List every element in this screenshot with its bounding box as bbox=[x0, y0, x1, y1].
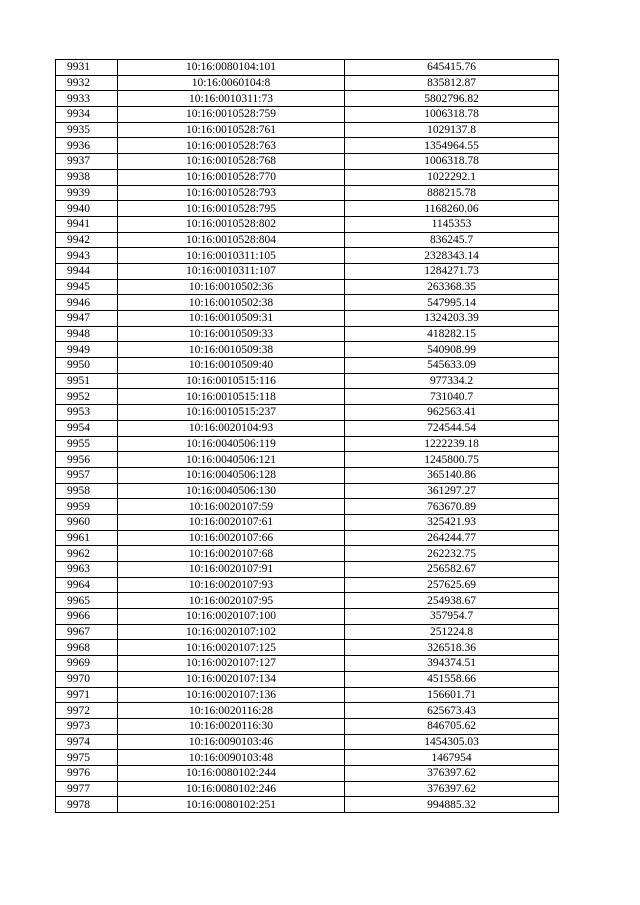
row-index-cell: 9949 bbox=[56, 342, 118, 358]
table-row bbox=[56, 656, 559, 672]
amount-cell: 1022292.1 bbox=[345, 169, 559, 185]
amount-cell: 763670.89 bbox=[345, 499, 559, 515]
cadastral-number-cell: 10:16:0010515:116 bbox=[118, 373, 345, 389]
row-index-cell: 9975 bbox=[56, 750, 118, 766]
cadastral-number-cell: 10:16:0020107:68 bbox=[118, 546, 345, 562]
table-row bbox=[56, 91, 559, 107]
table-row bbox=[56, 169, 559, 185]
row-index-cell: 9969 bbox=[56, 656, 118, 672]
table-row bbox=[56, 483, 559, 499]
table-row bbox=[56, 718, 559, 734]
cadastral-number-cell: 10:16:0010509:38 bbox=[118, 342, 345, 358]
amount-cell: 251224.8 bbox=[345, 624, 559, 640]
cadastral-number-cell: 10:16:0020107:127 bbox=[118, 656, 345, 672]
amount-cell: 365140.86 bbox=[345, 467, 559, 483]
amount-cell: 1454305.03 bbox=[345, 734, 559, 750]
amount-cell: 645415.76 bbox=[345, 60, 559, 76]
row-index-cell: 9977 bbox=[56, 781, 118, 797]
amount-cell: 326518.36 bbox=[345, 640, 559, 656]
table-row bbox=[56, 154, 559, 170]
row-index-cell: 9967 bbox=[56, 624, 118, 640]
cadastral-number-cell: 10:16:0010528:768 bbox=[118, 154, 345, 170]
amount-cell: 451558.66 bbox=[345, 671, 559, 687]
row-index-cell: 9934 bbox=[56, 107, 118, 123]
amount-cell: 846705.62 bbox=[345, 718, 559, 734]
amount-cell: 547995.14 bbox=[345, 295, 559, 311]
row-index-cell: 9960 bbox=[56, 514, 118, 530]
cadastral-number-cell: 10:16:0010311:105 bbox=[118, 248, 345, 264]
row-index-cell: 9936 bbox=[56, 138, 118, 154]
row-index-cell: 9958 bbox=[56, 483, 118, 499]
row-index-cell: 9959 bbox=[56, 499, 118, 515]
amount-cell: 724544.54 bbox=[345, 420, 559, 436]
table-row bbox=[56, 467, 559, 483]
row-index-cell: 9970 bbox=[56, 671, 118, 687]
cadastral-number-cell: 10:16:0010311:107 bbox=[118, 263, 345, 279]
table-row bbox=[56, 797, 559, 813]
table-row bbox=[56, 279, 559, 295]
cadastral-number-cell: 10:16:0010528:761 bbox=[118, 122, 345, 138]
table-row bbox=[56, 765, 559, 781]
cadastral-number-cell: 10:16:0040506:130 bbox=[118, 483, 345, 499]
cadastral-number-cell: 10:16:0080104:101 bbox=[118, 60, 345, 76]
cadastral-number-cell: 10:16:0080102:244 bbox=[118, 765, 345, 781]
amount-cell: 1168260.06 bbox=[345, 201, 559, 217]
amount-cell: 1245800.75 bbox=[345, 452, 559, 468]
row-index-cell: 9968 bbox=[56, 640, 118, 656]
amount-cell: 376397.62 bbox=[345, 765, 559, 781]
amount-cell: 254938.67 bbox=[345, 593, 559, 609]
amount-cell: 1145353 bbox=[345, 216, 559, 232]
amount-cell: 731040.7 bbox=[345, 389, 559, 405]
cadastral-number-cell: 10:16:0010528:770 bbox=[118, 169, 345, 185]
row-index-cell: 9955 bbox=[56, 436, 118, 452]
table-row bbox=[56, 326, 559, 342]
table-row bbox=[56, 703, 559, 719]
row-index-cell: 9942 bbox=[56, 232, 118, 248]
table-row bbox=[56, 750, 559, 766]
table-row bbox=[56, 420, 559, 436]
amount-cell: 836245.7 bbox=[345, 232, 559, 248]
amount-cell: 962563.41 bbox=[345, 405, 559, 421]
cadastral-number-cell: 10:16:0020104:93 bbox=[118, 420, 345, 436]
row-index-cell: 9966 bbox=[56, 609, 118, 625]
table-row bbox=[56, 122, 559, 138]
amount-cell: 264244.77 bbox=[345, 530, 559, 546]
table-row bbox=[56, 342, 559, 358]
amount-cell: 977334.2 bbox=[345, 373, 559, 389]
table-row bbox=[56, 295, 559, 311]
amount-cell: 1222239.18 bbox=[345, 436, 559, 452]
table-row bbox=[56, 311, 559, 327]
table-row bbox=[56, 405, 559, 421]
table-row bbox=[56, 201, 559, 217]
row-index-cell: 9974 bbox=[56, 734, 118, 750]
amount-cell: 625673.43 bbox=[345, 703, 559, 719]
row-index-cell: 9962 bbox=[56, 546, 118, 562]
table-row bbox=[56, 216, 559, 232]
row-index-cell: 9951 bbox=[56, 373, 118, 389]
amount-cell: 262232.75 bbox=[345, 546, 559, 562]
amount-cell: 376397.62 bbox=[345, 781, 559, 797]
table-row bbox=[56, 562, 559, 578]
cadastral-number-cell: 10:16:0010311:73 bbox=[118, 91, 345, 107]
cadastral-number-cell: 10:16:0020107:61 bbox=[118, 514, 345, 530]
table-row bbox=[56, 546, 559, 562]
cadastral-number-cell: 10:16:0020107:125 bbox=[118, 640, 345, 656]
cadastral-number-cell: 10:16:0010528:802 bbox=[118, 216, 345, 232]
row-index-cell: 9945 bbox=[56, 279, 118, 295]
row-index-cell: 9940 bbox=[56, 201, 118, 217]
cadastral-number-cell: 10:16:0080102:246 bbox=[118, 781, 345, 797]
cadastral-number-cell: 10:16:0010528:793 bbox=[118, 185, 345, 201]
cadastral-number-cell: 10:16:0020116:30 bbox=[118, 718, 345, 734]
cadastral-number-cell: 10:16:0020107:102 bbox=[118, 624, 345, 640]
row-index-cell: 9952 bbox=[56, 389, 118, 405]
table-row bbox=[56, 107, 559, 123]
cadastral-number-cell: 10:16:0020107:93 bbox=[118, 577, 345, 593]
table-row bbox=[56, 687, 559, 703]
cadastral-number-cell: 10:16:0040506:128 bbox=[118, 467, 345, 483]
amount-cell: 418282.15 bbox=[345, 326, 559, 342]
cadastral-number-cell: 10:16:0010528:759 bbox=[118, 107, 345, 123]
table-row bbox=[56, 138, 559, 154]
amount-cell: 1467954 bbox=[345, 750, 559, 766]
cadastral-number-cell: 10:16:0010515:118 bbox=[118, 389, 345, 405]
amount-cell: 325421.93 bbox=[345, 514, 559, 530]
row-index-cell: 9963 bbox=[56, 562, 118, 578]
table-body bbox=[56, 60, 559, 813]
cadastral-number-cell: 10:16:0040506:119 bbox=[118, 436, 345, 452]
row-index-cell: 9964 bbox=[56, 577, 118, 593]
table-row bbox=[56, 389, 559, 405]
table-row bbox=[56, 734, 559, 750]
row-index-cell: 9978 bbox=[56, 797, 118, 813]
row-index-cell: 9944 bbox=[56, 263, 118, 279]
row-index-cell: 9931 bbox=[56, 60, 118, 76]
table-row bbox=[56, 577, 559, 593]
row-index-cell: 9956 bbox=[56, 452, 118, 468]
cadastral-number-cell: 10:16:0060104:8 bbox=[118, 75, 345, 91]
amount-cell: 994885.32 bbox=[345, 797, 559, 813]
data-table bbox=[55, 59, 559, 813]
table-row bbox=[56, 436, 559, 452]
cadastral-number-cell: 10:16:0010502:36 bbox=[118, 279, 345, 295]
table-row bbox=[56, 514, 559, 530]
cadastral-number-cell: 10:16:0020107:100 bbox=[118, 609, 345, 625]
amount-cell: 1006318.78 bbox=[345, 107, 559, 123]
row-index-cell: 9953 bbox=[56, 405, 118, 421]
amount-cell: 1354964.55 bbox=[345, 138, 559, 154]
table-row bbox=[56, 624, 559, 640]
cadastral-number-cell: 10:16:0090103:46 bbox=[118, 734, 345, 750]
cadastral-number-cell: 10:16:0020107:59 bbox=[118, 499, 345, 515]
table-row bbox=[56, 373, 559, 389]
amount-cell: 1324203.39 bbox=[345, 311, 559, 327]
table-row bbox=[56, 358, 559, 374]
amount-cell: 1029137.8 bbox=[345, 122, 559, 138]
row-index-cell: 9939 bbox=[56, 185, 118, 201]
table-row bbox=[56, 185, 559, 201]
cadastral-number-cell: 10:16:0010528:763 bbox=[118, 138, 345, 154]
row-index-cell: 9938 bbox=[56, 169, 118, 185]
amount-cell: 357954.7 bbox=[345, 609, 559, 625]
row-index-cell: 9957 bbox=[56, 467, 118, 483]
row-index-cell: 9935 bbox=[56, 122, 118, 138]
row-index-cell: 9971 bbox=[56, 687, 118, 703]
row-index-cell: 9954 bbox=[56, 420, 118, 436]
row-index-cell: 9972 bbox=[56, 703, 118, 719]
row-index-cell: 9961 bbox=[56, 530, 118, 546]
table-row bbox=[56, 232, 559, 248]
table-row bbox=[56, 671, 559, 687]
amount-cell: 2328343.14 bbox=[345, 248, 559, 264]
table-row bbox=[56, 593, 559, 609]
cadastral-number-cell: 10:16:0020107:91 bbox=[118, 562, 345, 578]
amount-cell: 361297.27 bbox=[345, 483, 559, 499]
cadastral-number-cell: 10:16:0020116:28 bbox=[118, 703, 345, 719]
row-index-cell: 9947 bbox=[56, 311, 118, 327]
amount-cell: 1284271.73 bbox=[345, 263, 559, 279]
table-row bbox=[56, 530, 559, 546]
table-row bbox=[56, 248, 559, 264]
cadastral-number-cell: 10:16:0010509:40 bbox=[118, 358, 345, 374]
table-row bbox=[56, 781, 559, 797]
row-index-cell: 9948 bbox=[56, 326, 118, 342]
cadastral-number-cell: 10:16:0020107:134 bbox=[118, 671, 345, 687]
cadastral-number-cell: 10:16:0010528:795 bbox=[118, 201, 345, 217]
amount-cell: 1006318.78 bbox=[345, 154, 559, 170]
table-row bbox=[56, 609, 559, 625]
amount-cell: 540908.99 bbox=[345, 342, 559, 358]
amount-cell: 5802796.82 bbox=[345, 91, 559, 107]
row-index-cell: 9973 bbox=[56, 718, 118, 734]
amount-cell: 257625.69 bbox=[345, 577, 559, 593]
row-index-cell: 9941 bbox=[56, 216, 118, 232]
cadastral-number-cell: 10:16:0020107:66 bbox=[118, 530, 345, 546]
table-row bbox=[56, 499, 559, 515]
table-row bbox=[56, 452, 559, 468]
cadastral-number-cell: 10:16:0080102:251 bbox=[118, 797, 345, 813]
row-index-cell: 9976 bbox=[56, 765, 118, 781]
row-index-cell: 9937 bbox=[56, 154, 118, 170]
row-index-cell: 9950 bbox=[56, 358, 118, 374]
table-row bbox=[56, 60, 559, 76]
amount-cell: 256582.67 bbox=[345, 562, 559, 578]
cadastral-number-cell: 10:16:0010509:33 bbox=[118, 326, 345, 342]
amount-cell: 835812.87 bbox=[345, 75, 559, 91]
amount-cell: 156601.71 bbox=[345, 687, 559, 703]
table-row bbox=[56, 640, 559, 656]
cadastral-number-cell: 10:16:0010515:237 bbox=[118, 405, 345, 421]
amount-cell: 263368.35 bbox=[345, 279, 559, 295]
cadastral-number-cell: 10:16:0010528:804 bbox=[118, 232, 345, 248]
table-row bbox=[56, 263, 559, 279]
amount-cell: 888215.78 bbox=[345, 185, 559, 201]
cadastral-number-cell: 10:16:0090103:48 bbox=[118, 750, 345, 766]
table-row bbox=[56, 75, 559, 91]
row-index-cell: 9965 bbox=[56, 593, 118, 609]
amount-cell: 394374.51 bbox=[345, 656, 559, 672]
row-index-cell: 9943 bbox=[56, 248, 118, 264]
cadastral-number-cell: 10:16:0010509:31 bbox=[118, 311, 345, 327]
cadastral-number-cell: 10:16:0040506:121 bbox=[118, 452, 345, 468]
amount-cell: 545633.09 bbox=[345, 358, 559, 374]
cadastral-number-cell: 10:16:0020107:95 bbox=[118, 593, 345, 609]
row-index-cell: 9933 bbox=[56, 91, 118, 107]
row-index-cell: 9932 bbox=[56, 75, 118, 91]
row-index-cell: 9946 bbox=[56, 295, 118, 311]
cadastral-number-cell: 10:16:0020107:136 bbox=[118, 687, 345, 703]
cadastral-number-cell: 10:16:0010502:38 bbox=[118, 295, 345, 311]
